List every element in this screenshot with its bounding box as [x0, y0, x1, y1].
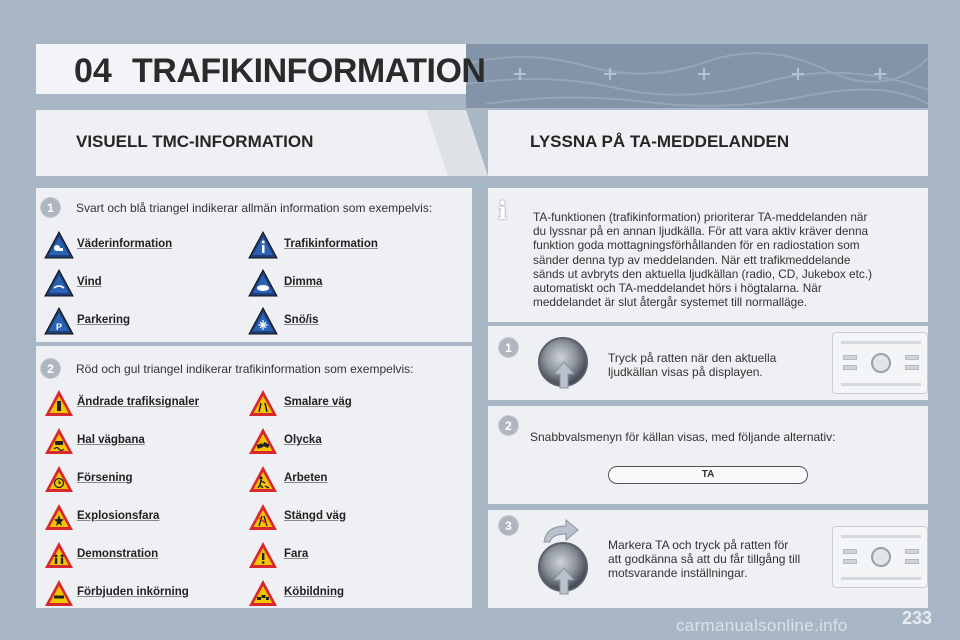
- sign-label-queue: Köbildning: [284, 586, 345, 598]
- ta-description-line: du lyssnar på en annan ljudkälla. För att vara aktiv kräver denna: [533, 224, 869, 239]
- ta-option[interactable]: TA: [608, 466, 808, 484]
- push-arrow-icon: [552, 360, 576, 390]
- ta-description-line: sänds ut avbryts den aktuella ljudkällan (radio, CD, Jukebox etc.): [533, 266, 873, 281]
- sign-label-danger: Fara: [284, 548, 309, 560]
- step-3-text: [608, 538, 800, 580]
- radio-dial: [871, 547, 891, 567]
- step-2-panel: [488, 406, 928, 504]
- sign-label-slippery-road: Hal vägbana: [77, 434, 145, 446]
- parking-sign-icon: [44, 307, 74, 335]
- sign-label-delay: Försening: [77, 472, 133, 484]
- radio-button: [905, 365, 919, 370]
- band-chevron: [426, 110, 488, 176]
- radio-button: [905, 355, 919, 360]
- ta-description-line: automatiskt och TA-meddelandet hörs i högtalarna. När: [533, 281, 822, 296]
- roadworks-sign-icon: [248, 465, 278, 493]
- radio-unit-image: [832, 526, 928, 588]
- explosion-sign-icon: [44, 503, 74, 531]
- radio-button: [843, 549, 857, 554]
- right-step-badge-2: 2: [498, 415, 519, 436]
- info-icon: i: [498, 196, 508, 225]
- traffic-signals-sign-icon: [44, 389, 74, 417]
- sign-label-weather: Väderinformation: [77, 238, 173, 250]
- delay-sign-icon: [44, 465, 74, 493]
- step-3-line: motsvarande inställningar.: [608, 566, 748, 580]
- radio-slot: [841, 577, 921, 580]
- sign-label-fog: Dimma: [284, 276, 323, 288]
- accident-sign-icon: [248, 427, 278, 455]
- radio-slot: [841, 535, 921, 538]
- traffic-info-intro: Röd och gul triangel indikerar trafikinformation som exempelvis:: [76, 362, 414, 376]
- left-section-title: VISUELL TMC-INFORMATION: [76, 132, 314, 151]
- sign-label-accident: Olycka: [284, 434, 322, 446]
- header-map-decoration: [466, 44, 928, 108]
- step-3-line: att godkänna så att du får tillgång till: [608, 552, 801, 566]
- radio-slot: [841, 341, 921, 344]
- ta-description: [533, 210, 905, 309]
- fog-sign-icon: [248, 269, 278, 297]
- step-1-text: [608, 351, 776, 379]
- right-step-badge-1: 1: [498, 337, 519, 358]
- closed-road-sign-icon: [248, 503, 278, 531]
- page-number: 233: [902, 608, 933, 628]
- step-badge-1: 1: [40, 197, 61, 218]
- general-info-intro: Svart och blå triangel indikerar allmän information som exempelvis:: [76, 201, 433, 215]
- step-1-line: ljudkällan visas på displayen.: [608, 365, 763, 379]
- sign-label-traffic-signals: Ändrade trafiksignaler: [77, 396, 200, 408]
- sign-label-closed-road: Stängd väg: [284, 510, 346, 522]
- sign-label-wind: Vind: [77, 276, 102, 288]
- sign-label-no-entry: Förbjuden inkörning: [77, 586, 189, 598]
- radio-dial: [871, 353, 891, 373]
- sign-label-traffic-info: Trafikinformation: [284, 238, 378, 250]
- sign-label-explosion: Explosionsfara: [77, 510, 160, 522]
- chapter-title: TRAFIKINFORMATION: [132, 52, 486, 90]
- step-3-line: Markera TA och tryck på ratten för: [608, 538, 789, 552]
- danger-sign-icon: [248, 541, 278, 569]
- radio-button: [905, 559, 919, 564]
- snow-ice-sign-icon: [248, 307, 278, 335]
- radio-button: [905, 549, 919, 554]
- sign-label-roadworks: Arbeten: [284, 472, 328, 484]
- demonstration-sign-icon: [44, 541, 74, 569]
- ta-description-line: TA-funktionen (trafikinformation) prioriterar TA-meddelanden när: [533, 210, 868, 224]
- step-1-line: Tryck på ratten när den aktuella: [608, 351, 777, 365]
- watermark: carmanualsonline.info: [676, 616, 848, 635]
- slippery-road-sign-icon: [44, 427, 74, 455]
- right-section-title: LYSSNA PÅ TA-MEDDELANDEN: [530, 132, 790, 151]
- ta-description-line: meddelandet är slut återgår systemet till normalläge.: [533, 295, 808, 310]
- radio-unit-image: [832, 332, 928, 394]
- traffic-info-sign-icon: [248, 231, 278, 259]
- svg-text:P: P: [55, 322, 63, 332]
- sign-label-snow-ice: Snö/is: [284, 314, 319, 326]
- sign-label-parking: Parkering: [77, 314, 131, 326]
- radio-slot: [841, 383, 921, 386]
- wind-sign-icon: [44, 269, 74, 297]
- sign-label-demonstration: Demonstration: [77, 548, 159, 560]
- queue-sign-icon: [248, 579, 278, 607]
- right-step-badge-3: 3: [498, 515, 519, 536]
- chapter-number: 04: [74, 52, 112, 90]
- push-arrow-icon: [552, 566, 576, 596]
- step-2-text: Snabbvalsmenyn för källan visas, med följande alternativ:: [530, 430, 836, 444]
- radio-button: [843, 355, 857, 360]
- ta-description-line: sänder denna typ av meddelanden. När ett trafikmeddelande: [533, 252, 851, 267]
- weather-sign-icon: [44, 231, 74, 259]
- radio-button: [843, 559, 857, 564]
- step-badge-2: 2: [40, 358, 61, 379]
- narrow-road-sign-icon: [248, 389, 278, 417]
- ta-description-line: funktion goda mottagningsförhållanden för en radiostation som: [533, 238, 860, 253]
- no-entry-sign-icon: [44, 579, 74, 607]
- radio-button: [843, 365, 857, 370]
- sign-label-narrow-road: Smalare väg: [284, 396, 352, 408]
